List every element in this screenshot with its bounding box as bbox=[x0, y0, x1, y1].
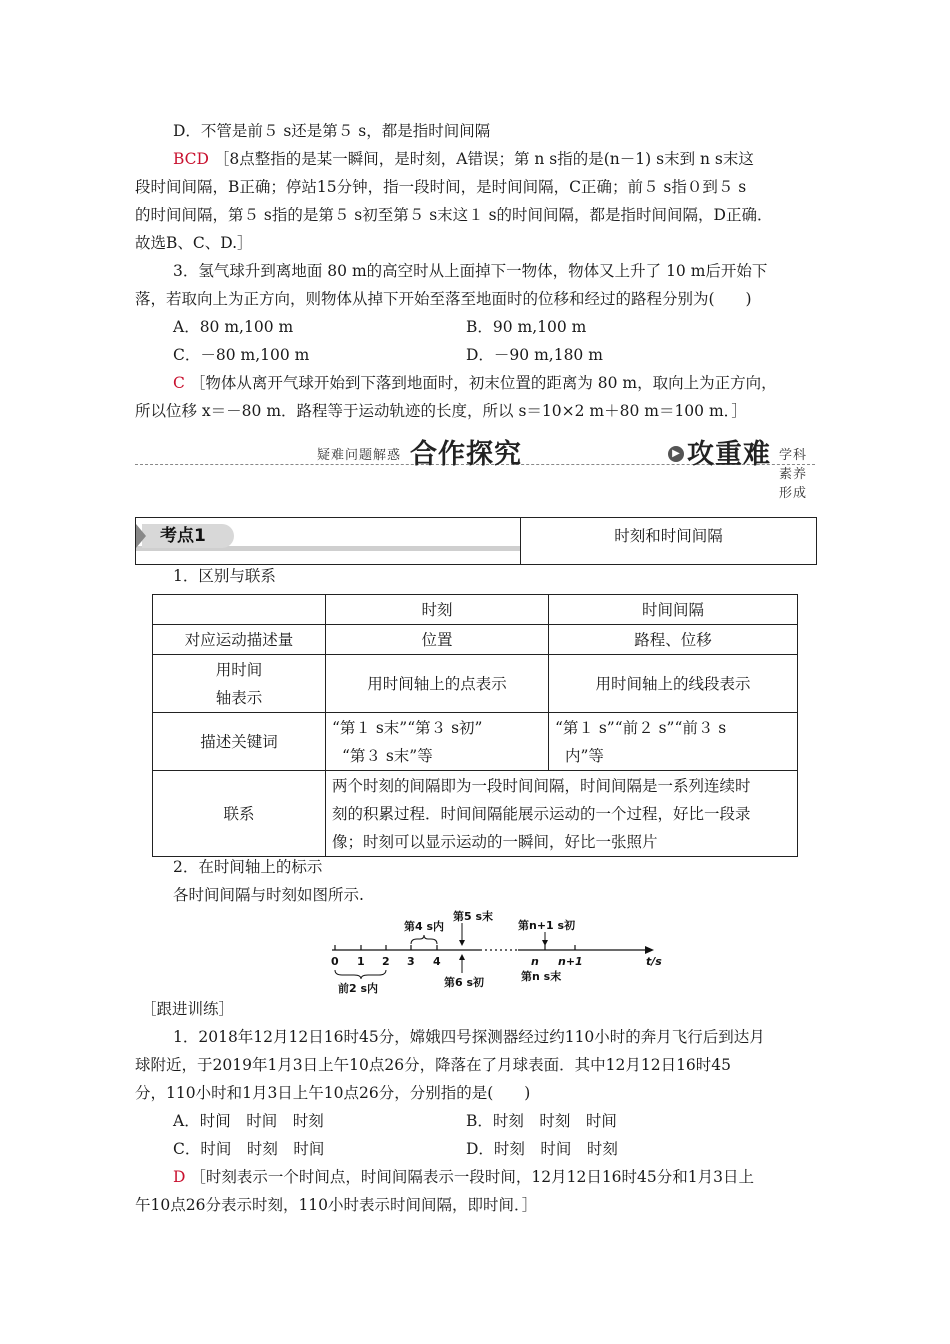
kaodian-tag: 考点1 bbox=[142, 524, 234, 548]
table-row-label bbox=[153, 655, 326, 713]
banner-right-text: 学科素养形成 bbox=[779, 448, 808, 501]
banner-title-2: 攻重难 bbox=[687, 439, 771, 470]
arrow-down-icon bbox=[542, 940, 548, 946]
label-2s: 前2 s内 bbox=[338, 982, 379, 995]
explanation-line: 故选B、C、D.］ bbox=[135, 234, 253, 252]
table-cell: 用时间轴上的线段表示 bbox=[549, 655, 798, 713]
table-cell: 位置 bbox=[326, 625, 549, 655]
table-row bbox=[153, 713, 798, 771]
tick-label: 2 bbox=[382, 955, 390, 968]
option-d-prev: D．不管是前５ s还是第５ s，都是指时间间隔 bbox=[173, 122, 491, 140]
kaodian-header bbox=[135, 517, 817, 565]
comparison-table bbox=[152, 594, 798, 857]
table-header-cell: 时间间隔 bbox=[549, 595, 798, 625]
option-b: B．时刻 时刻 时间 bbox=[466, 1112, 617, 1130]
banner-arrow-icon: ▶ bbox=[668, 446, 684, 462]
practice-header: ［跟进训练］ bbox=[141, 1000, 235, 1018]
label-line: 用时间 bbox=[215, 660, 263, 679]
answer-key: C bbox=[173, 374, 185, 392]
explanation-line: 段时间间隔，B正确；停站15分钟，指一段时间，是时间间隔，C正确；前５ s指０到５ s bbox=[135, 178, 747, 196]
explanation-text: ［时刻表示一个时间点，时间间隔表示一段时间，12月12日16时45分和1月3日上 bbox=[190, 1168, 754, 1186]
explanation-text: ［8点整指的是某一瞬间，是时刻，A错误；第 n s指的是(n－1) s末到 n s末这 bbox=[213, 150, 754, 168]
question-stem: 3．氢气球升到离地面 80 m的高空时从上面掉下一物体，物体又上升了 10 m后开始下 bbox=[173, 262, 768, 280]
table-cell: 用时间轴上的点表示 bbox=[326, 655, 549, 713]
timeline-diagram bbox=[320, 908, 670, 996]
explanation-line: 所以位移 x＝－80 m．路程等于运动轨迹的长度，所以 s＝10×2 m＋80 m＝100 m．］ bbox=[135, 402, 747, 420]
tick-label: 3 bbox=[407, 955, 415, 968]
label-5s-end: 第5 s末 bbox=[453, 910, 494, 923]
table-row bbox=[153, 625, 798, 655]
axis-arrow-icon bbox=[645, 946, 654, 954]
question-stem: 1．2018年12月12日16时45分，嫦娥四号探测器经过约110小时的奔月飞行后到达月 bbox=[173, 1028, 765, 1046]
explanation-line: 午10点26分表示时刻，110小时表示时间间隔，即时间．］ bbox=[135, 1196, 538, 1214]
kaodian-tab bbox=[136, 518, 521, 564]
answer-line bbox=[135, 145, 853, 173]
tick-label: 0 bbox=[331, 955, 339, 968]
option-a: A．时间 时间 时刻 bbox=[173, 1112, 324, 1130]
axis-label: t/s bbox=[646, 955, 662, 968]
tick-label: n+1 bbox=[558, 955, 583, 968]
answer-key: BCD bbox=[173, 150, 209, 168]
cell-line: 刻的积累过程．时间间隔能展示运动的一个过程，好比一段录 bbox=[332, 804, 751, 823]
cell-line: “第１ s末”“第３ s初” bbox=[332, 718, 483, 737]
option-b: B．90 m,100 m bbox=[466, 318, 587, 336]
table-row-label: 对应运动描述量 bbox=[153, 625, 326, 655]
section-title: 1．区别与联系 bbox=[173, 567, 276, 585]
arrow-up-icon bbox=[459, 954, 465, 960]
table-cell bbox=[326, 771, 798, 857]
table-cell: 路程、位移 bbox=[549, 625, 798, 655]
table-row-label: 联系 bbox=[153, 771, 326, 857]
label-4s: 第4 s内 bbox=[404, 920, 445, 933]
answer-key: D bbox=[173, 1168, 186, 1186]
tick-label: 1 bbox=[357, 955, 365, 968]
section-desc: 各时间间隔与时刻如图所示. bbox=[173, 886, 364, 904]
option-a: A．80 m,100 m bbox=[173, 318, 294, 336]
kaodian-title: 时刻和时间间隔 bbox=[614, 527, 723, 545]
explanation-line: 的时间间隔，第５ s指的是第５ s初至第５ s末这１ s的时间间隔，都是指时间间隔，D正确． bbox=[135, 206, 773, 224]
table-row bbox=[153, 655, 798, 713]
option-d: D．时刻 时间 时刻 bbox=[466, 1140, 618, 1158]
section-title: 2．在时间轴上的标示 bbox=[173, 858, 323, 876]
option-c: C．时间 时刻 时间 bbox=[173, 1140, 325, 1158]
question-stem: 落，若取向上为正方向，则物体从掉下开始至落至地面时的位移和经过的路程分别为( ) bbox=[135, 290, 752, 308]
table-cell bbox=[326, 713, 549, 771]
table-row bbox=[153, 595, 798, 625]
cell-line: 像；时刻可以显示运动的一瞬间，好比一张照片 bbox=[332, 832, 658, 851]
question-stem: 球附近，于2019年1月3日上午10点26分，降落在了月球表面．其中12月12日16时45 bbox=[135, 1056, 732, 1074]
answer-line bbox=[135, 369, 853, 397]
table-header-cell: 时刻 bbox=[326, 595, 549, 625]
question-stem: 分，110小时和1月3日上午10点26分，分别指的是( ) bbox=[135, 1084, 531, 1102]
arrow-down-icon bbox=[459, 940, 465, 946]
label-n1-start: 第n+1 s初 bbox=[518, 919, 576, 932]
label-n-end: 第n s末 bbox=[521, 970, 562, 983]
cell-line: 两个时刻的间隔即为一段时间间隔，时间间隔是一系列连续时 bbox=[332, 776, 751, 795]
axis-ticks bbox=[335, 945, 575, 950]
label-line: 轴表示 bbox=[215, 688, 263, 707]
answer-line bbox=[135, 1163, 853, 1191]
option-d: D．－90 m,180 m bbox=[466, 346, 603, 364]
table-row-label: 描述关键词 bbox=[153, 713, 326, 771]
cell-line: “第１ s”“前２ s”“前３ s bbox=[555, 718, 727, 737]
option-c: C．－80 m,100 m bbox=[173, 346, 310, 364]
brace-4s bbox=[411, 935, 437, 944]
tick-label: n bbox=[531, 955, 539, 968]
table-cell bbox=[549, 713, 798, 771]
banner-title-1: 合作探究 bbox=[410, 439, 522, 470]
explanation-text: ［物体从离开气球开始到下落到地面时，初末位置的距离为 80 m，取向上为正方向， bbox=[189, 374, 777, 392]
table-cell bbox=[153, 595, 326, 625]
banner-left-text: 疑难问题解惑 bbox=[317, 448, 402, 463]
tick-label: 4 bbox=[433, 955, 441, 968]
cell-line: “第３ s末”等 bbox=[342, 746, 433, 765]
label-6s-start: 第6 s初 bbox=[444, 976, 485, 989]
brace-2s bbox=[335, 970, 386, 979]
cell-line: 内”等 bbox=[565, 746, 604, 765]
section-banner bbox=[135, 430, 815, 501]
table-row bbox=[153, 771, 798, 857]
